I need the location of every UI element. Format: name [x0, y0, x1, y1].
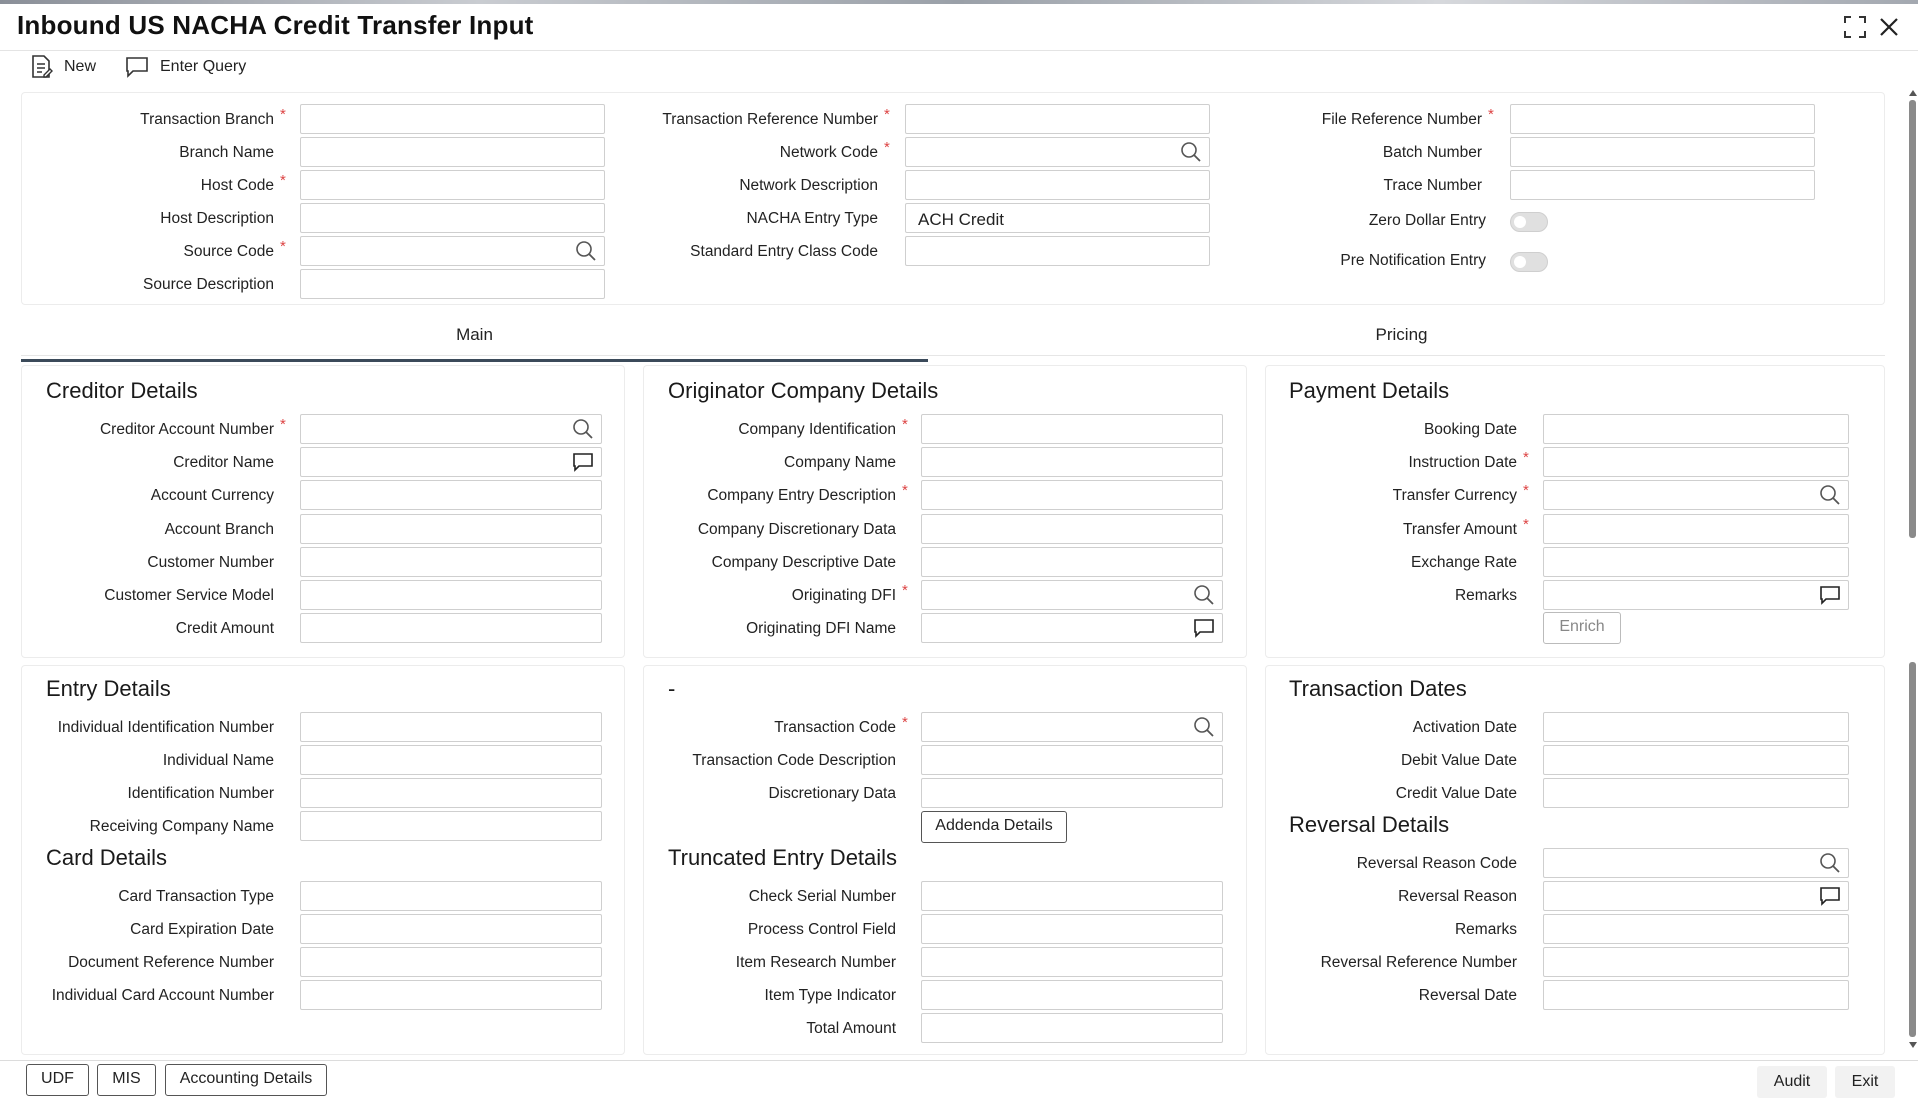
individual-identification-number-label: Individual Identification Number: [57, 719, 274, 736]
transaction-code-label: Transaction Code: [774, 719, 896, 736]
trace-number-input[interactable]: [1510, 170, 1815, 200]
activation-date-label: Activation Date: [1412, 719, 1517, 736]
required-indicator: *: [280, 106, 286, 123]
booking-date-label: Booking Date: [1423, 421, 1517, 438]
scroll-thumb-top[interactable]: [1909, 100, 1916, 538]
nacha-entry-type-input[interactable]: ACH Credit: [905, 203, 1210, 233]
reversal-reason-label: Reversal Reason: [1398, 888, 1517, 905]
customer-number-label: Customer Number: [147, 553, 274, 571]
remarks-label: Remarks: [1454, 921, 1517, 938]
creditor-account-number-label: Creditor Account Number: [99, 421, 274, 438]
required-indicator: *: [280, 238, 286, 255]
discretionary-data-label: Discretionary Data: [768, 785, 896, 802]
section-title-sections-txdates-title: Transaction Dates: [1289, 676, 1467, 701]
section-title-sections-dash-title: -: [668, 676, 676, 701]
debit-value-date-label: Debit Value Date: [1400, 752, 1517, 769]
required-indicator: *: [902, 482, 908, 500]
standard-entry-class-code-label: Standard Entry Class Code: [690, 243, 878, 260]
credit-value-date-label: Credit Value Date: [1395, 785, 1517, 802]
receiving-company-name-input[interactable]: [300, 811, 602, 841]
window-top-strip: [0, 0, 1918, 4]
scroll-thumb-bottom[interactable]: [1909, 662, 1916, 1037]
company-descriptive-date-label: Company Descriptive Date: [711, 553, 896, 571]
required-indicator: *: [884, 106, 890, 123]
reversal-date-input[interactable]: [1543, 980, 1849, 1010]
company-discretionary-data-label: Company Discretionary Data: [697, 520, 896, 538]
credit-value-date-input[interactable]: [1543, 778, 1849, 808]
branch-name-label: Branch Name: [179, 144, 274, 161]
enrich-button[interactable]: Enrich: [1543, 612, 1621, 644]
section-title-sections-creditor-title: Creditor Details: [46, 378, 198, 403]
tab-pricing[interactable]: Pricing: [1375, 325, 1428, 344]
instruction-date-label: Instruction Date: [1408, 454, 1517, 472]
transaction-code-description-label: Transaction Code Description: [692, 752, 896, 769]
company-name-label: Company Name: [784, 454, 896, 472]
window-title: Inbound US NACHA Credit Transfer Input: [17, 10, 534, 40]
reversal-reason-input[interactable]: [1543, 881, 1849, 911]
new-label: New: [64, 58, 97, 75]
reversal-reference-number-label: Reversal Reference Number: [1320, 954, 1517, 971]
required-indicator: *: [280, 172, 286, 189]
total-amount-label: Total Amount: [806, 1020, 896, 1037]
nacha-entry-type-label: NACHA Entry Type: [746, 210, 878, 227]
required-indicator: *: [1523, 515, 1529, 533]
addenda-details-button[interactable]: Addenda Details: [921, 811, 1067, 843]
company-identification-label: Company Identification: [738, 421, 896, 438]
section-title-sections-payment-title: Payment Details: [1289, 378, 1450, 403]
section-title-sections-truncated-title: Truncated Entry Details: [668, 845, 898, 870]
required-indicator: *: [884, 139, 890, 156]
pre-notification-entry-toggle[interactable]: [1510, 252, 1548, 272]
field-total-amount: [0, 1013, 896, 1043]
account-currency-label: Account Currency: [150, 487, 274, 505]
new-document-icon: [28, 54, 54, 80]
exchange-rate-input[interactable]: [1543, 547, 1849, 577]
field-receiving-company-name: [0, 811, 274, 841]
instruction-date-input[interactable]: [1543, 447, 1849, 477]
file-reference-number-label: File Reference Number: [1321, 111, 1482, 128]
reversal-reference-number-input[interactable]: [1543, 947, 1849, 977]
search-icon[interactable]: [1819, 484, 1841, 506]
scroll-up-icon[interactable]: [1909, 90, 1917, 96]
zero-dollar-entry-label: Zero Dollar Entry: [1368, 212, 1486, 229]
debit-value-date-input[interactable]: [1543, 745, 1849, 775]
remarks-label: Remarks: [1454, 587, 1517, 604]
transaction-reference-number-label: Transaction Reference Number: [662, 111, 878, 128]
search-icon[interactable]: [1819, 852, 1841, 874]
udf-button[interactable]: UDF: [26, 1064, 89, 1096]
required-indicator: *: [902, 582, 908, 599]
total-amount-input[interactable]: [921, 1013, 1223, 1043]
source-description-label: Source Description: [143, 276, 274, 293]
check-serial-number-label: Check Serial Number: [748, 888, 896, 905]
required-indicator: *: [902, 416, 908, 433]
enter-query-button[interactable]: [124, 54, 246, 80]
exchange-rate-label: Exchange Rate: [1411, 553, 1517, 571]
scroll-down-icon[interactable]: [1909, 1042, 1917, 1048]
network-description-label: Network Description: [739, 177, 878, 194]
tab-underline: [21, 355, 1885, 356]
comment-icon[interactable]: [1819, 584, 1841, 606]
footer-divider: [0, 1060, 1918, 1061]
section-title-sections-entry-title: Entry Details: [46, 676, 171, 701]
transfer-amount-input[interactable]: [1543, 514, 1849, 544]
credit-amount-label: Credit Amount: [175, 620, 274, 638]
section-title-sections-card-title: Card Details: [46, 845, 168, 870]
originating-dfi-name-input[interactable]: [921, 613, 1223, 643]
field-source-description: [0, 269, 274, 299]
tab-main[interactable]: Main: [21, 325, 928, 362]
vertical-scrollbar[interactable]: [1906, 90, 1918, 1050]
close-icon[interactable]: [1876, 14, 1902, 40]
document-reference-number-label: Document Reference Number: [68, 954, 274, 971]
required-indicator: *: [1523, 482, 1529, 500]
reversal-date-label: Reversal Date: [1418, 987, 1517, 1004]
batch-number-input[interactable]: [1510, 137, 1815, 167]
item-research-number-label: Item Research Number: [735, 954, 896, 971]
company-entry-description-label: Company Entry Description: [707, 487, 896, 505]
new-button[interactable]: [28, 54, 96, 80]
required-indicator: *: [1488, 106, 1494, 123]
required-indicator: *: [1523, 449, 1529, 467]
trace-number-label: Trace Number: [1383, 177, 1482, 194]
individual-card-account-number-label: Individual Card Account Number: [51, 987, 274, 1004]
audit-button[interactable]: Audit: [1757, 1066, 1827, 1098]
comment-icon[interactable]: [1193, 617, 1215, 639]
host-description-label: Host Description: [160, 210, 274, 227]
pre-notification-entry-label: Pre Notification Entry: [1340, 252, 1486, 269]
comment-icon: [124, 54, 150, 80]
creditor-name-label: Creditor Name: [173, 454, 274, 472]
originating-dfi-label: Originating DFI: [791, 587, 896, 604]
originating-dfi-name-label: Originating DFI Name: [746, 620, 896, 638]
required-indicator: *: [902, 714, 908, 731]
file-reference-number-input[interactable]: [1510, 104, 1815, 134]
remarks-input[interactable]: [1543, 580, 1849, 610]
booking-date-input[interactable]: [1543, 414, 1849, 444]
maximize-icon[interactable]: [1842, 14, 1868, 40]
title-divider: [0, 50, 1918, 51]
individual-name-label: Individual Name: [162, 752, 274, 769]
source-code-label: Source Code: [183, 243, 274, 260]
mis-button[interactable]: MIS: [97, 1064, 156, 1096]
process-control-field-label: Process Control Field: [747, 921, 896, 938]
transaction-branch-label: Transaction Branch: [140, 111, 274, 128]
zero-dollar-entry-toggle[interactable]: [1510, 212, 1548, 232]
item-type-indicator-label: Item Type Indicator: [764, 987, 896, 1004]
transfer-currency-input[interactable]: [1543, 480, 1849, 510]
enter-query-label: Enter Query: [160, 58, 247, 75]
card-expiration-date-label: Card Expiration Date: [130, 921, 274, 938]
batch-number-label: Batch Number: [1382, 144, 1482, 161]
exit-button[interactable]: Exit: [1835, 1066, 1895, 1098]
section-title-sections-reversal-title: Reversal Details: [1289, 812, 1450, 837]
host-code-label: Host Code: [200, 177, 274, 194]
comment-icon[interactable]: [1819, 885, 1841, 907]
required-indicator: *: [280, 416, 286, 433]
reversal-reason-code-input[interactable]: [1543, 848, 1849, 878]
reversal-reason-code-label: Reversal Reason Code: [1356, 855, 1517, 872]
transfer-amount-label: Transfer Amount: [1402, 520, 1517, 538]
remarks-input[interactable]: [1543, 914, 1849, 944]
source-description-input[interactable]: [300, 269, 605, 299]
section-title-sections-originator-title: Originator Company Details: [668, 378, 939, 403]
activation-date-input[interactable]: [1543, 712, 1849, 742]
identification-number-label: Identification Number: [127, 785, 274, 802]
transfer-currency-label: Transfer Currency: [1392, 487, 1517, 505]
network-code-label: Network Code: [779, 144, 878, 161]
account-branch-label: Account Branch: [164, 520, 274, 538]
customer-service-model-label: Customer Service Model: [104, 587, 274, 604]
accounting-details-button[interactable]: Accounting Details: [165, 1064, 327, 1096]
receiving-company-name-label: Receiving Company Name: [89, 818, 274, 835]
card-transaction-type-label: Card Transaction Type: [118, 888, 274, 905]
